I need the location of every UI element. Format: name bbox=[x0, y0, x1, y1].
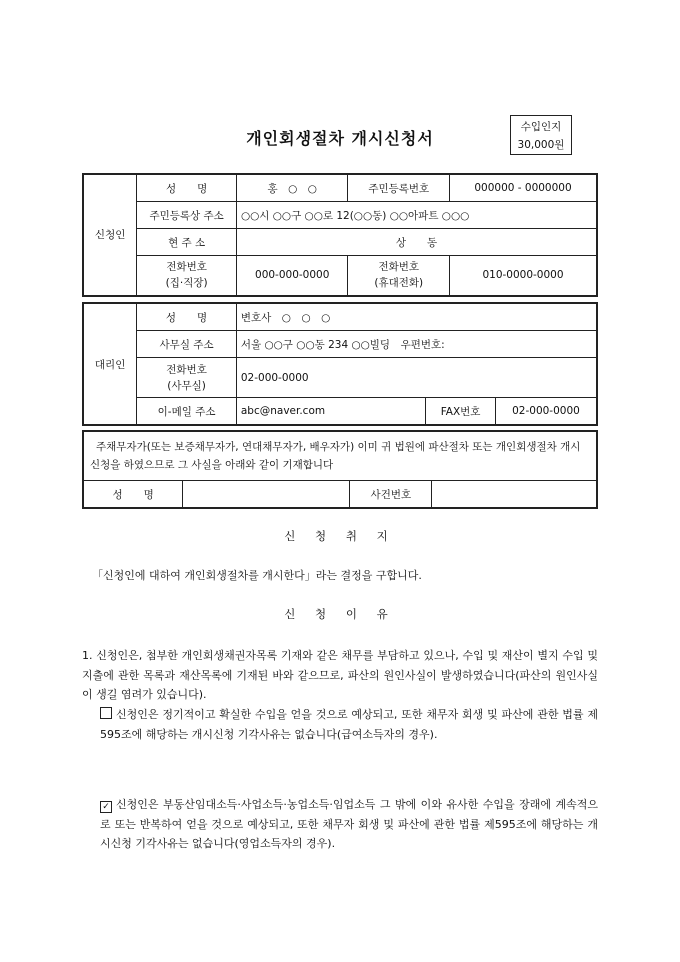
agent-email-value[interactable]: abc@naver.com bbox=[236, 398, 425, 426]
co-debtor-case-label: 사건번호 bbox=[350, 481, 432, 509]
reason-option-1-text: 신청인은 정기적이고 확실한 수입을 얻을 것으로 예상되고, 또한 채무자 회생 및 파산에 관한 법률 제595조에 해당하는 개시신청 기각사유는 없습니다(급여소득자의 경우). bbox=[100, 708, 598, 741]
reason-heading: 신 청 이 유 bbox=[284, 607, 396, 621]
applicant-phone-value[interactable]: 000-000-0000 bbox=[236, 256, 348, 296]
applicant-mobile-label bbox=[348, 256, 450, 296]
agent-office-value[interactable]: 서울 ○○구 ○○동 234 ○○빌딩 우편번호: bbox=[236, 331, 597, 358]
agent-phone-label-line1: 전화번호 bbox=[166, 363, 207, 376]
purpose-heading: 신 청 취 지 bbox=[284, 529, 396, 543]
applicant-residence-value[interactable]: 상 동 bbox=[236, 229, 597, 256]
applicant-rrn-value[interactable]: 000000 - 0000000 bbox=[450, 174, 597, 202]
stamp-amount: 30,000원 bbox=[517, 139, 565, 151]
agent-phone-value[interactable]: 02-000-0000 bbox=[236, 358, 597, 398]
checkbox-business[interactable]: ✓ bbox=[100, 801, 112, 813]
applicant-name-label: 성 명 bbox=[137, 174, 237, 202]
mobile-label-line2: (휴대전화) bbox=[374, 277, 424, 290]
phone-label-line2: (집·직장) bbox=[165, 277, 208, 290]
co-debtor-case-value[interactable] bbox=[432, 481, 597, 509]
agent-fax-value[interactable]: 02-000-0000 bbox=[495, 398, 597, 426]
agent-name-label: 성 명 bbox=[137, 303, 237, 331]
reason-option-1 bbox=[100, 705, 598, 744]
co-debtor-notice: 주채무자가(또는 보증채무자가, 연대채무자가, 배우자가) 이미 귀 법원에 파산절차 또는 개인회생절차 개시신청을 하였으므로 그 사실을 아래와 같이 기재합니다 bbox=[83, 431, 597, 481]
applicant-table bbox=[82, 173, 598, 297]
agent-section-label: 대리인 bbox=[83, 303, 137, 425]
applicant-section-label: 신청인 bbox=[83, 174, 137, 296]
checkbox-salary[interactable] bbox=[100, 707, 112, 719]
co-debtor-name-label: 성 명 bbox=[83, 481, 183, 509]
stamp-label: 수입인지 bbox=[520, 121, 562, 133]
agent-office-label: 사무실 주소 bbox=[137, 331, 237, 358]
agent-email-label: 이-메일 주소 bbox=[137, 398, 237, 426]
purpose-text: 「신청인에 대하여 개인회생절차를 개시한다」라는 결정을 구합니다. bbox=[92, 569, 422, 582]
applicant-residence-label: 현 주 소 bbox=[137, 229, 237, 256]
agent-phone-label bbox=[137, 358, 237, 398]
applicant-rrn-label: 주민등록번호 bbox=[348, 174, 450, 202]
phone-label-line1: 전화번호 bbox=[166, 261, 207, 274]
mobile-label-line1: 전화번호 bbox=[378, 261, 420, 274]
reason-option-2 bbox=[100, 795, 598, 854]
document-title: 개인회생절차 개시신청서 bbox=[246, 129, 434, 148]
agent-fax-label: FAX번호 bbox=[426, 398, 496, 426]
co-debtor-name-value[interactable] bbox=[183, 481, 350, 509]
agent-phone-label-line2: (사무실) bbox=[167, 379, 206, 392]
applicant-address-value[interactable]: ○○시 ○○구 ○○로 12(○○동) ○○아파트 ○○○ bbox=[236, 202, 597, 229]
co-debtor-table bbox=[82, 430, 598, 509]
applicant-mobile-value[interactable]: 010-0000-0000 bbox=[450, 256, 597, 296]
applicant-address-label: 주민등록상 주소 bbox=[137, 202, 237, 229]
reason-item-1: 1. 신청인은, 첨부한 개인회생채권자목록 기재와 같은 채무를 부담하고 있으나, 수입 및 재산이 별지 수입 및 지출에 관한 목록과 재산목록에 기재된 바와 같으므로, 파산의 원인사실이 발생하였습니다(파산의 원인사실이 생길 염려가 있습니다). bbox=[82, 649, 598, 701]
applicant-name-value[interactable]: 홍 ○ ○ bbox=[236, 174, 348, 202]
applicant-phone-label bbox=[137, 256, 237, 296]
reason-option-2-text: 신청인은 부동산임대소득·사업소득·농업소득·임업소득 그 밖에 이와 유사한 수입을 장래에 계속적으로 또는 반복하여 얻을 것으로 예상되고, 또한 채무자 회생 및 파산에 관한 법률 제595조에 해당하는 개시신청 기각사유는 없습니다(영업소득자의 경우). bbox=[100, 798, 598, 850]
agent-table bbox=[82, 302, 598, 426]
agent-name-value[interactable]: 변호사 ○ ○ ○ bbox=[236, 303, 597, 331]
